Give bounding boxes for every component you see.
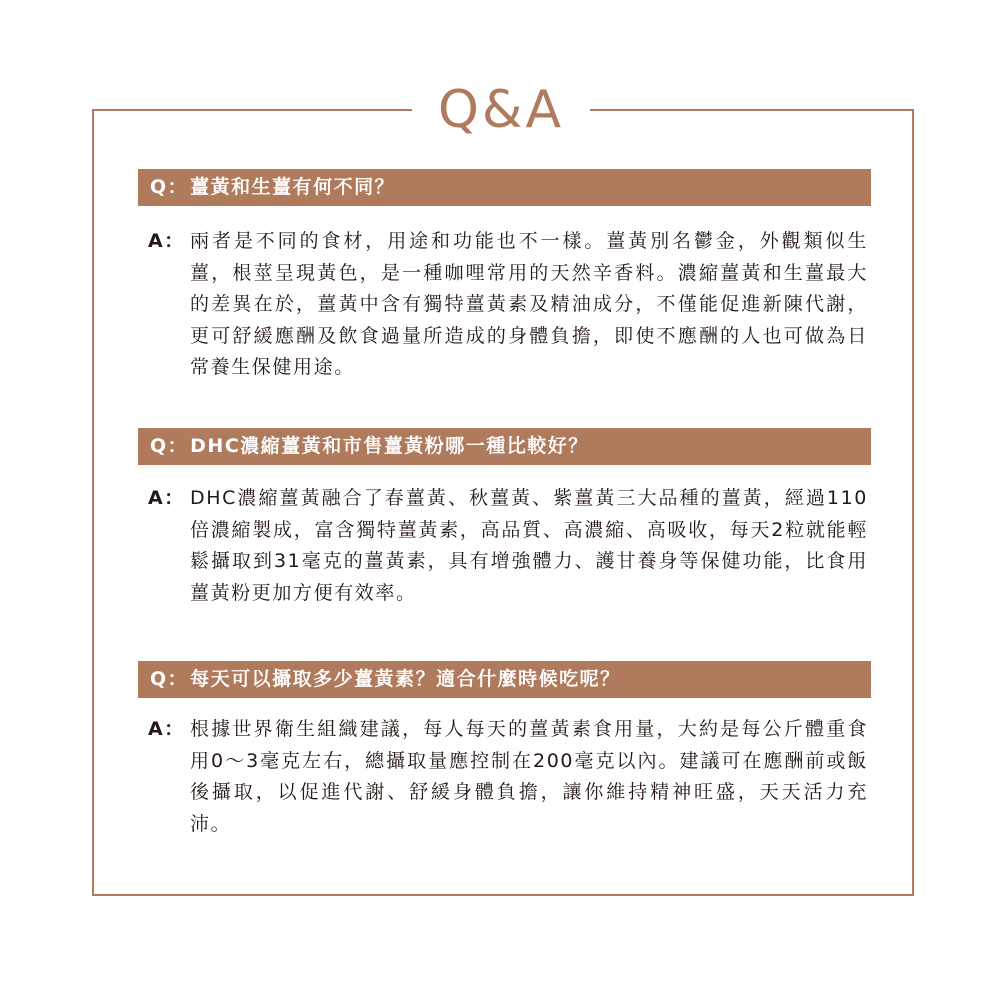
- question-text: 每天可以攝取多少薑黃素？適合什麼時候吃呢？: [190, 668, 621, 690]
- answer-prefix: A：: [148, 718, 185, 740]
- answer-block-3: [148, 714, 868, 840]
- question-text: 薑黃和生薑有何不同？: [190, 176, 396, 198]
- question-text: DHC濃縮薑黃和市售薑黃粉哪一種比較好？: [190, 435, 589, 457]
- answer-prefix: A：: [148, 230, 185, 252]
- question-prefix: Q：: [150, 176, 189, 198]
- question-prefix: Q：: [150, 668, 189, 690]
- answer-block-1: [148, 226, 868, 384]
- page-title: Q&A: [437, 80, 565, 140]
- answer-block-2: [148, 483, 868, 609]
- answer-text: 兩者是不同的食材，用途和功能也不一樣。薑黃別名鬱金，外觀類似生薑，根莖呈現黃色，是一種咖哩常用的天然辛香料。濃縮薑黃和生薑最大的差異在於，薑黃中含有獨特薑黃素及精油成分，不僅能促進新陳代謝，更可舒緩應酬及飲食過量所造成的身體負擔，即使不應酬的人也可做為日常養生保健用途。: [190, 230, 868, 378]
- answer-text: 根據世界衛生組織建議，每人每天的薑黃素食用量，大約是每公斤體重食用0～3毫克左右，總攝取量應控制在200毫克以內。建議可在應酬前或飯後攝取，以促進代謝、舒緩身體負擔，讓你維持精神旺盛，天天活力充沛。: [190, 718, 868, 835]
- question-bar-3: [138, 661, 871, 698]
- question-bar-2: [138, 428, 871, 465]
- question-prefix: Q：: [150, 435, 189, 457]
- question-bar-1: [138, 169, 871, 206]
- answer-text: DHC濃縮薑黃融合了春薑黃、秋薑黃、紫薑黃三大品種的薑黃，經過110倍濃縮製成，富含獨特薑黃素，高品質、高濃縮、高吸收，每天2粒就能輕鬆攝取到31毫克的薑黃素，具有增強體力、護甘養身等保健功能，比食用薑黃粉更加方便有效率。: [190, 487, 868, 604]
- answer-prefix: A：: [148, 487, 185, 509]
